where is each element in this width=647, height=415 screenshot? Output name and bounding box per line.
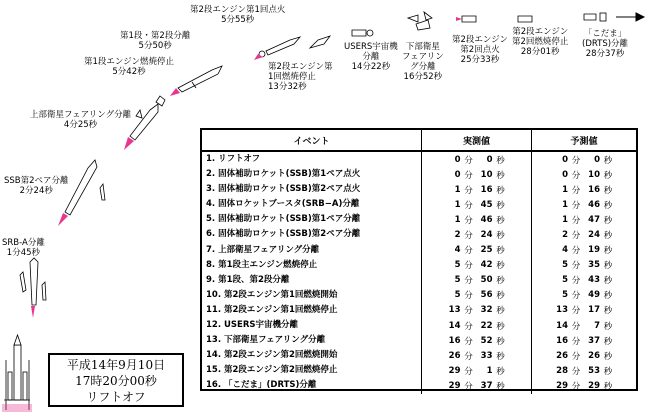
minutes-unit: 分	[571, 170, 581, 181]
table-row	[202, 303, 636, 318]
seconds-value: 37	[480, 380, 493, 391]
label-users-sep: USERS宇宙機 分離 14分22秒	[344, 42, 398, 72]
minutes-unit: 分	[571, 366, 581, 377]
predicted-time	[532, 197, 636, 212]
seconds-value: 10	[588, 169, 600, 180]
seconds-value: 32	[480, 305, 493, 316]
rocket-stage2-cutoff	[310, 36, 330, 48]
seconds-value: 47	[588, 214, 600, 225]
seconds-value: 16	[480, 184, 493, 195]
predicted-time	[532, 227, 636, 242]
minutes-unit: 分	[464, 185, 473, 196]
label-stage2-ignition: 第2段エンジン第1回点火 5分55秒	[190, 5, 286, 25]
minutes-unit: 分	[571, 336, 581, 347]
minutes-value: 0	[562, 169, 568, 180]
liftoff-smoke	[2, 404, 32, 412]
actual-time	[422, 212, 532, 227]
seconds-value: 43	[588, 275, 600, 286]
seconds-unit: 秒	[603, 200, 613, 211]
predicted-time	[532, 333, 636, 348]
seconds-value: 49	[588, 290, 600, 301]
seconds-unit: 秒	[603, 381, 613, 392]
minutes-value: 28	[556, 365, 568, 376]
actual-time	[422, 363, 532, 378]
seconds-value: 35	[588, 260, 600, 271]
seconds-unit: 秒	[603, 246, 613, 257]
table-row	[202, 273, 636, 288]
predicted-time	[532, 318, 636, 333]
event-name: 14. 第2段エンジン第2回燃焼開始	[202, 348, 422, 363]
table-header	[202, 130, 636, 152]
event-name: 4. 固体ロケットブースタ(SRB−A)分離	[202, 197, 422, 212]
actual-time	[422, 288, 532, 303]
minutes-unit: 分	[464, 366, 473, 377]
table-row	[202, 288, 636, 303]
predicted-time	[532, 348, 636, 363]
event-name: 2. 固体補助ロケット(SSB)第1ペア点火	[202, 167, 422, 182]
seconds-value: 24	[588, 230, 600, 241]
rocket-second-ignition	[462, 16, 476, 22]
actual-time	[422, 378, 532, 393]
minutes-unit: 分	[571, 200, 581, 211]
seconds-value: 17	[588, 305, 600, 316]
seconds-value: 0	[486, 154, 493, 165]
minutes-value: 16	[448, 335, 461, 346]
actual-time	[422, 152, 532, 167]
seconds-unit: 秒	[603, 261, 613, 272]
actual-time	[422, 303, 532, 318]
seconds-unit: 秒	[496, 276, 505, 287]
seconds-value: 22	[480, 320, 493, 331]
minutes-value: 26	[556, 350, 568, 361]
minutes-unit: 分	[464, 170, 473, 181]
minutes-value: 14	[556, 320, 568, 331]
seconds-value: 33	[480, 350, 493, 361]
event-name: 9. 第1段、第2段分離	[202, 273, 422, 288]
minutes-unit: 分	[571, 231, 581, 242]
minutes-unit: 分	[464, 306, 473, 317]
minutes-unit: 分	[571, 381, 581, 392]
minutes-value: 14	[448, 320, 461, 331]
label-second-cutoff: 第2段エンジン 第2回燃焼停止 28分01秒	[512, 27, 569, 57]
minutes-value: 4	[454, 245, 461, 256]
minutes-unit: 分	[464, 276, 473, 287]
seconds-unit: 秒	[603, 185, 613, 196]
minutes-unit: 分	[464, 155, 473, 166]
minutes-unit: 分	[571, 351, 581, 362]
seconds-unit: 秒	[603, 321, 613, 332]
seconds-value: 0	[594, 154, 600, 165]
rocket-fairing	[130, 96, 165, 140]
event-name: 15. 第2段エンジン第2回燃焼停止	[202, 363, 422, 378]
minutes-value: 1	[562, 199, 568, 210]
seconds-unit: 秒	[603, 215, 613, 226]
label-lower-fairing-sep: 下部衛星 フェアリン グ分離 16分52秒	[402, 42, 444, 82]
seconds-value: 29	[588, 380, 600, 391]
label-stage2-cutoff: 第2段エンジン第 1回燃焼停止 13分32秒	[268, 62, 333, 92]
event-name: 3. 固体補助ロケット(SSB)第2ペア点火	[202, 182, 422, 197]
table-row	[202, 243, 636, 258]
minutes-unit: 分	[464, 261, 473, 272]
seconds-value: 16	[588, 184, 600, 195]
actual-time	[422, 182, 532, 197]
rocket-ssb2	[65, 160, 105, 215]
predicted-time	[532, 152, 636, 167]
flame-stage1	[170, 88, 180, 96]
rocket-stage2-ignition	[259, 37, 300, 57]
label-fairing-sep: 上部衛星フェアリング分離 4分25秒	[30, 110, 132, 130]
minutes-value: 1	[454, 214, 461, 225]
seconds-unit: 秒	[496, 215, 505, 226]
table-row	[202, 182, 636, 197]
minutes-unit: 分	[571, 246, 581, 257]
seconds-value: 56	[480, 290, 493, 301]
liftoff-rocket	[4, 335, 30, 410]
minutes-value: 4	[562, 245, 568, 256]
minutes-value: 1	[454, 199, 461, 210]
event-name: 7. 上部衛星フェアリング分離	[202, 243, 422, 258]
minutes-value: 1	[562, 214, 568, 225]
seconds-unit: 秒	[496, 336, 505, 347]
event-name: 10. 第2段エンジン第1回燃焼開始	[202, 288, 422, 303]
minutes-value: 13	[448, 305, 461, 316]
actual-time	[422, 273, 532, 288]
predicted-time	[532, 303, 636, 318]
minutes-value: 1	[562, 184, 568, 195]
actual-time	[422, 348, 532, 363]
seconds-unit: 秒	[496, 351, 505, 362]
seconds-unit: 秒	[603, 366, 613, 377]
table-row	[202, 378, 636, 393]
label-srb-a-sep: SRB-A分離 1分45秒	[2, 238, 45, 258]
actual-time	[422, 243, 532, 258]
actual-time	[422, 167, 532, 182]
minutes-value: 5	[454, 290, 461, 301]
predicted-time	[532, 258, 636, 273]
minutes-value: 2	[562, 230, 568, 241]
seconds-unit: 秒	[496, 321, 505, 332]
predicted-time	[532, 243, 636, 258]
predicted-time	[532, 167, 636, 182]
table-body	[202, 152, 636, 394]
seconds-unit: 秒	[603, 155, 613, 166]
event-name: 5. 固体補助ロケット(SSB)第1ペア分離	[202, 212, 422, 227]
minutes-value: 5	[562, 290, 568, 301]
seconds-unit: 秒	[603, 231, 613, 242]
direction-arrow	[616, 13, 644, 21]
event-name: 16. 「こだま」(DRTS)分離	[202, 378, 422, 393]
minutes-unit: 分	[464, 321, 473, 332]
actual-time	[422, 333, 532, 348]
minutes-unit: 分	[464, 246, 473, 257]
table-row	[202, 167, 636, 182]
minutes-unit: 分	[464, 381, 473, 392]
event-name: 8. 第1段主エンジン燃焼停止	[202, 258, 422, 273]
minutes-unit: 分	[464, 351, 473, 362]
liftoff-time: 17時20分00秒	[75, 374, 157, 388]
minutes-unit: 分	[571, 306, 581, 317]
table-row	[202, 363, 636, 378]
seconds-value: 1	[486, 365, 493, 376]
table-row	[202, 258, 636, 273]
seconds-unit: 秒	[496, 231, 505, 242]
header-actual: 実測値	[422, 130, 532, 150]
predicted-time	[532, 363, 636, 378]
seconds-value: 25	[480, 245, 493, 256]
minutes-unit: 分	[571, 155, 581, 166]
seconds-unit: 秒	[496, 155, 505, 166]
predicted-time	[532, 273, 636, 288]
seconds-unit: 秒	[496, 366, 505, 377]
minutes-unit: 分	[464, 291, 473, 302]
minutes-unit: 分	[571, 215, 581, 226]
seconds-value: 26	[588, 350, 600, 361]
seconds-unit: 秒	[603, 336, 613, 347]
seconds-unit: 秒	[603, 276, 613, 287]
seconds-value: 19	[588, 245, 600, 256]
rocket-stage1	[178, 66, 222, 92]
minutes-value: 29	[556, 380, 568, 391]
seconds-unit: 秒	[496, 381, 505, 392]
event-name: 1. リフトオフ	[202, 152, 422, 167]
label-stage1-cutoff: 第1段エンジン燃焼停止 5分42秒	[84, 57, 174, 77]
seconds-value: 45	[480, 199, 493, 210]
header-predicted: 予測値	[570, 136, 598, 147]
seconds-unit: 秒	[603, 170, 613, 181]
minutes-unit: 分	[464, 231, 473, 242]
minutes-unit: 分	[571, 291, 581, 302]
flame-fairing	[124, 137, 134, 150]
seconds-value: 24	[480, 230, 493, 241]
minutes-unit: 分	[571, 185, 581, 196]
seconds-value: 42	[480, 260, 493, 271]
minutes-unit: 分	[571, 321, 581, 332]
minutes-unit: 分	[571, 261, 581, 272]
minutes-unit: 分	[571, 276, 581, 287]
event-timing-table	[200, 128, 638, 391]
seconds-unit: 秒	[496, 185, 505, 196]
seconds-value: 7	[594, 320, 600, 331]
seconds-unit: 秒	[496, 200, 505, 211]
header-event: イベント	[202, 130, 422, 150]
label-ssb2-sep: SSB第2ペア分離 2分24秒	[4, 176, 69, 196]
table-row	[202, 197, 636, 212]
event-name: 6. 固体補助ロケット(SSB)第2ペア分離	[202, 227, 422, 242]
event-name: 13. 下部衛星フェアリング分離	[202, 333, 422, 348]
table-row	[202, 318, 636, 333]
minutes-value: 1	[454, 184, 461, 195]
seconds-unit: 秒	[603, 306, 613, 317]
minutes-unit: 分	[464, 336, 473, 347]
flame-srb-a	[31, 306, 35, 318]
liftoff-caption: リフトオフ	[86, 390, 146, 404]
minutes-value: 13	[556, 305, 568, 316]
seconds-value: 52	[480, 335, 493, 346]
minutes-value: 29	[448, 365, 461, 376]
event-name: 11. 第2段エンジン第1回燃焼停止	[202, 303, 422, 318]
seconds-unit: 秒	[496, 246, 505, 257]
seconds-value: 46	[588, 199, 600, 210]
event-name: 12. USERS宇宙機分離	[202, 318, 422, 333]
label-stage-sep: 第1段・第2段分離 5分50秒	[120, 31, 191, 51]
predicted-time	[532, 182, 636, 197]
minutes-value: 29	[448, 380, 461, 391]
table-row	[202, 227, 636, 242]
label-second-ignition: 第2段エンジン 第2回点火 25分33秒	[452, 35, 508, 65]
seconds-value: 37	[588, 335, 600, 346]
label-kodama-sep: 「こだま」 (DRTS)分離 28分37秒	[582, 29, 629, 59]
seconds-value: 46	[480, 214, 493, 225]
table-row	[202, 348, 636, 363]
table-row	[202, 333, 636, 348]
rocket-second-cutoff	[518, 16, 532, 22]
flame-ssb2	[58, 213, 68, 226]
flame-second-ignition	[456, 17, 462, 21]
seconds-unit: 秒	[603, 291, 613, 302]
seconds-unit: 秒	[603, 351, 613, 362]
predicted-time	[532, 378, 636, 393]
rocket-srb-a	[20, 258, 46, 305]
minutes-value: 0	[454, 169, 461, 180]
minutes-value: 5	[562, 275, 568, 286]
minutes-value: 5	[562, 260, 568, 271]
liftoff-info-box	[48, 353, 184, 407]
minutes-value: 0	[454, 154, 461, 165]
rocket-lower-fairing	[408, 12, 432, 30]
actual-time	[422, 258, 532, 273]
actual-time	[422, 227, 532, 242]
seconds-unit: 秒	[496, 261, 505, 272]
predicted-time	[532, 288, 636, 303]
seconds-value: 53	[588, 365, 600, 376]
minutes-value: 16	[556, 335, 568, 346]
table-row	[202, 212, 636, 227]
seconds-unit: 秒	[496, 291, 505, 302]
actual-time	[422, 197, 532, 212]
minutes-value: 5	[454, 275, 461, 286]
minutes-unit: 分	[464, 215, 473, 226]
seconds-value: 10	[480, 169, 493, 180]
predicted-time	[532, 212, 636, 227]
seconds-unit: 秒	[496, 170, 505, 181]
minutes-value: 26	[448, 350, 461, 361]
minutes-value: 5	[454, 260, 461, 271]
rocket-kodama	[584, 13, 606, 21]
table-row	[202, 152, 636, 167]
minutes-unit: 分	[464, 200, 473, 211]
minutes-value: 2	[454, 230, 461, 241]
liftoff-date: 平成14年9月10日	[66, 358, 166, 372]
seconds-value: 50	[480, 275, 493, 286]
seconds-unit: 秒	[496, 306, 505, 317]
actual-time	[422, 318, 532, 333]
minutes-value: 0	[562, 154, 568, 165]
rocket-users	[352, 30, 373, 36]
